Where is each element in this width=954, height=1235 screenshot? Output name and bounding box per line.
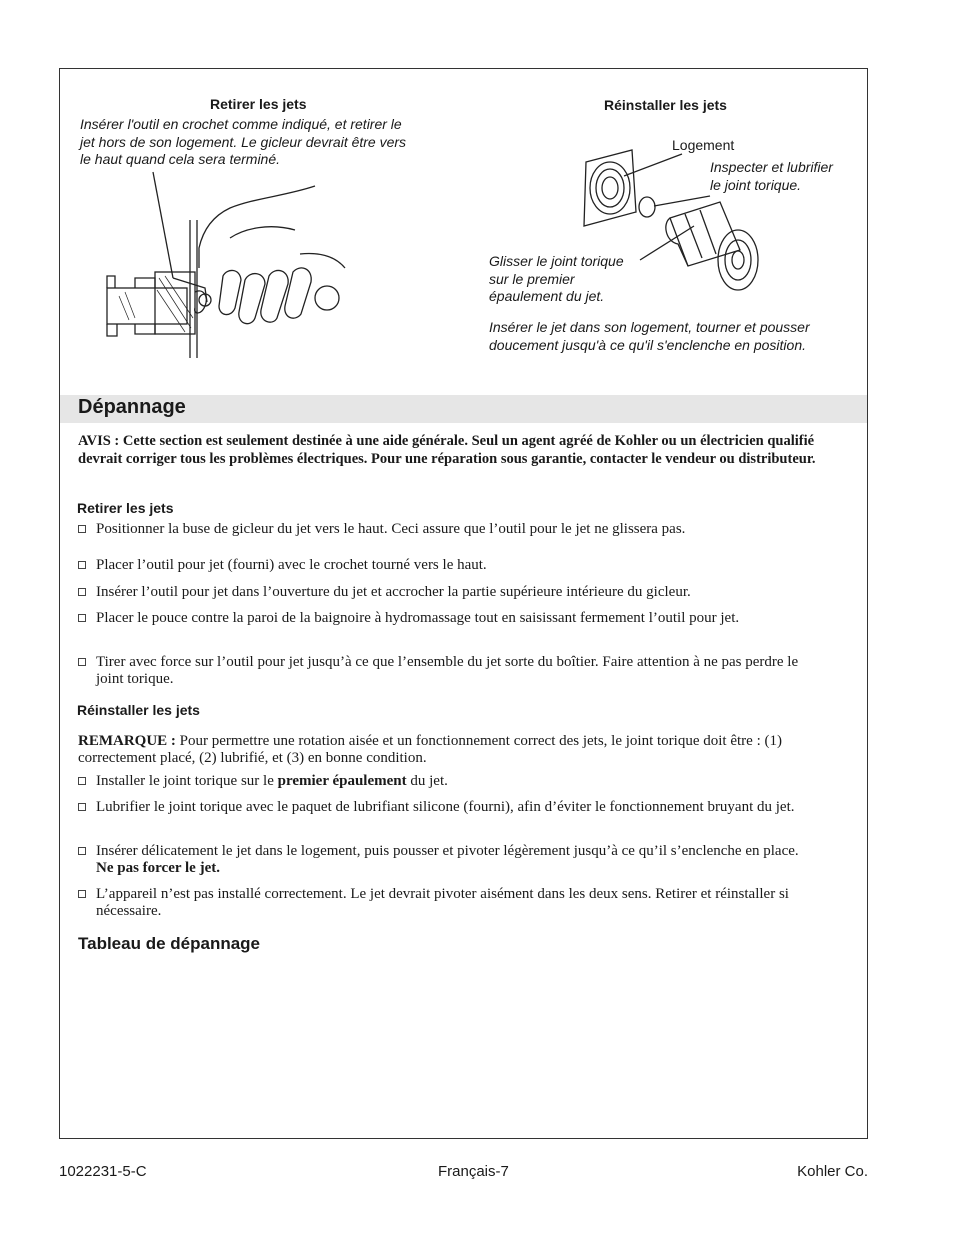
item-text (78, 843, 818, 877)
item-text: Lubrifier le joint torique avec le paquet de lubrifiant silicone (fourni), afin d’éviter le fonctionnement bruyant du jet. (96, 799, 795, 815)
label-line: épaulement du jet. (489, 288, 605, 304)
item-text: Placer le pouce contre la paroi de la baignoire à hydromassage tout en saisissant fermement l’outil pour jet. (96, 610, 740, 626)
caption-line: Insérer l'outil en crochet comme indiqué, et retirer le (80, 116, 402, 132)
footer-company: Kohler Co. (797, 1163, 868, 1180)
checkbox-bullet-icon (78, 847, 86, 855)
item-text-bold: premier épaulement (277, 773, 407, 789)
checkbox-bullet-icon (78, 561, 86, 569)
label-line: Inspecter et lubrifier (710, 159, 833, 175)
footer-page-number: Français-7 (438, 1163, 509, 1180)
item-text (78, 773, 818, 790)
checkbox-bullet-icon (78, 777, 86, 785)
note-text: Pour permettre une rotation aisée et un fonctionnement correct des jets, le joint torique doit être : (1) correctement placé, (2) lubrifié, et (3) en bonne condition. (78, 733, 782, 766)
label-line: Glisser le joint torique (489, 253, 624, 269)
checkbox-bullet-icon (78, 803, 86, 811)
caption-line: jet hors de son logement. Le gicleur devrait être vers (80, 133, 407, 150)
checkbox-bullet-icon (78, 588, 86, 596)
jet-removal-illustration (95, 168, 360, 368)
right-figure-heading: Réinstaller les jets (604, 97, 727, 113)
remove-heading: Retirer les jets (77, 500, 174, 516)
caption-line: Insérer le jet dans son logement, tourner et pousser (489, 319, 810, 335)
item-text-pre: Installer le joint torique sur le (96, 773, 274, 789)
item-text: L’appareil n’est pas installé correctement. Le jet devrait pivoter aisément dans les deux sens. Retirer et réinstaller si nécessaire. (96, 886, 789, 919)
item-text: Positionner la buse de gicleur du jet vers le haut. Ceci assure que l’outil pour le jet ne glissera pas. (96, 521, 686, 537)
list-item (78, 799, 818, 816)
list-item (78, 521, 818, 538)
caption-line: doucement jusqu'à ce qu'il s'enclenche en position. (489, 336, 807, 353)
list-item (78, 843, 818, 877)
list-item (78, 584, 818, 601)
item-text-pre: Insérer délicatement le jet dans le logement, puis pousser et pivoter légèrement jusqu’à ce qu’il s’enclenche en place. (96, 843, 799, 859)
list-item (78, 610, 818, 627)
left-figure-caption (80, 116, 406, 169)
note-label: REMARQUE : (78, 733, 176, 749)
label-line: sur le premier (489, 270, 575, 287)
jet-reinstall-illustration (570, 140, 770, 300)
caption-line: le haut quand cela sera terminé. (80, 151, 281, 167)
checkbox-bullet-icon (78, 614, 86, 622)
list-item (78, 773, 818, 790)
item-text: Placer l’outil pour jet (fourni) avec le crochet tourné vers le haut. (96, 557, 487, 573)
reinstall-heading: Réinstaller les jets (77, 702, 200, 718)
checkbox-bullet-icon (78, 890, 86, 898)
note-paragraph (78, 733, 838, 767)
table-heading: Tableau de dépannage (78, 934, 261, 953)
checkbox-bullet-icon (78, 658, 86, 666)
label-housing: Logement (672, 137, 735, 153)
item-text: Insérer l’outil pour jet dans l’ouverture du jet et accrocher la partie supérieure intérieure du gicleur. (96, 584, 691, 600)
item-text-bold: Ne pas forcer le jet. (96, 860, 220, 876)
item-text-post: du jet. (410, 773, 448, 789)
list-item (78, 886, 818, 920)
checkbox-bullet-icon (78, 525, 86, 533)
list-item (78, 557, 818, 574)
left-figure-heading: Retirer les jets (210, 96, 307, 112)
right-figure-caption (489, 319, 810, 354)
list-item (78, 654, 818, 688)
notice-text: AVIS : Cette section est seulement destinée à une aide générale. Seul un agent agréé de Kohler ou un électricien qualifié devrait corriger tous les problèmes électriques. Pour une réparation sous garantie, contacter le vendeur ou distributeur. (78, 433, 816, 467)
section-title: Dépannage (78, 396, 186, 418)
item-text: Tirer avec force sur l’outil pour jet jusqu’à ce que l’ensemble du jet sorte du boîtier. Faire attention à ne pas perdre le joint torique. (96, 654, 799, 687)
footer-doc-number: 1022231-5-C (59, 1163, 147, 1180)
label-line: le joint torique. (710, 176, 802, 193)
